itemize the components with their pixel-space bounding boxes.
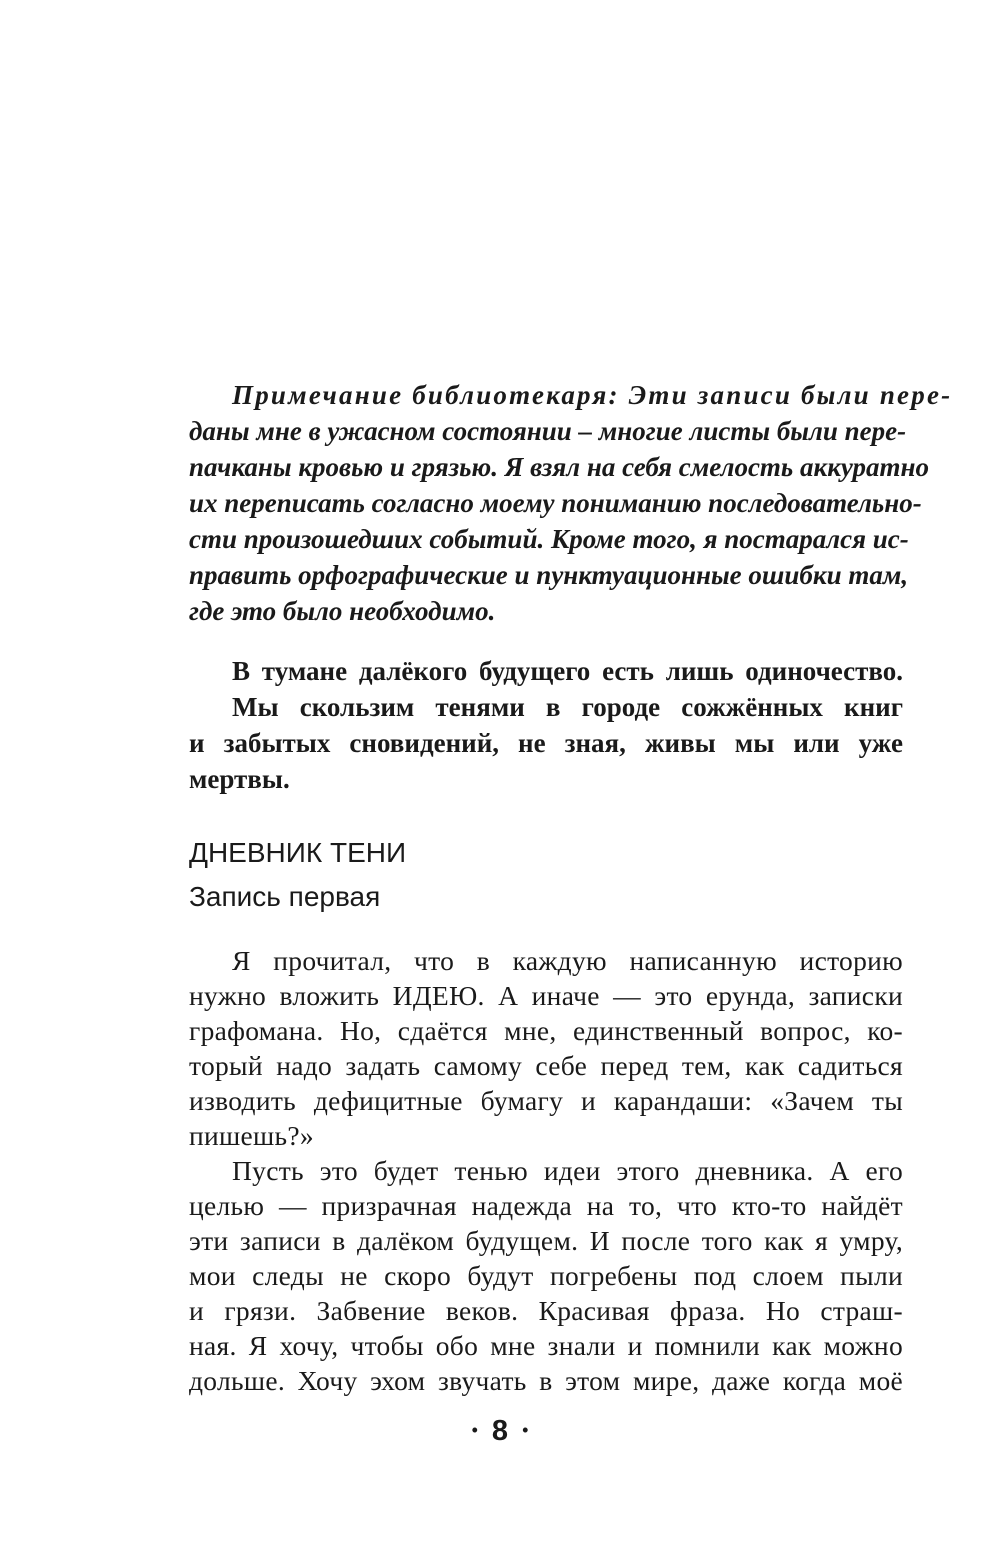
note-line: править орфографические и пунктуационные ошибки там,: [189, 560, 909, 590]
body-line: мои следы не скоро будут погребены под слоем пыли: [189, 1260, 903, 1291]
body-line: дольше. Хочу эхом звучать в этом мире, даже когда моё: [189, 1365, 903, 1396]
body-line: изводить дефицитные бумагу и карандаши: «Зачем ты: [189, 1085, 903, 1116]
epigraph-line: и забытых сновидений, не зная, живы мы или уже: [189, 728, 903, 758]
chapter-subtitle: Запись первая: [189, 881, 381, 912]
note-line: их переписать согласно моему пониманию последовательно-: [189, 488, 922, 518]
body-line: эти записи в далёком будущем. И после того как я умру,: [189, 1225, 903, 1256]
note-line: даны мне в ужасном состоянии – многие листы были пере-: [189, 416, 907, 446]
chapter-title: ДНЕВНИК ТЕНИ: [189, 837, 407, 868]
note-line: Примечание библиотекаря: Эти записи были пере-: [232, 380, 953, 410]
body-line: торый надо задать самому себе перед тем, как садиться: [189, 1050, 903, 1081]
page-number: [0, 1413, 1000, 1450]
note-line: сти произошедших событий. Кроме того, я постарался ис-: [189, 524, 909, 554]
epigraph-line: В тумане далёкого будущего есть лишь одиночество.: [232, 656, 903, 686]
body-line: нужно вложить ИДЕЮ. А иначе — это ерунда, записки: [189, 980, 903, 1011]
page-number-value: 8: [491, 1415, 509, 1447]
epigraph-line: Мы скользим тенями в городе сожжённых книг: [232, 692, 903, 722]
body-line: Я прочитал, что в каждую написанную историю: [232, 945, 903, 976]
body-line: и грязи. Забвение веков. Красивая фраза. Но страш-: [189, 1295, 903, 1326]
body-line: графомана. Но, сдаётся мне, единственный вопрос, ко-: [189, 1015, 903, 1046]
note-line: где это было необходимо.: [189, 596, 496, 626]
body-line: целью — призрачная надежда на то, что кто-то найдёт: [189, 1190, 903, 1221]
bullet-ornament-right: •: [522, 1420, 529, 1441]
epigraph-line: мертвы.: [189, 764, 290, 794]
bullet-ornament-left: •: [471, 1420, 478, 1441]
body-line: ная. Я хочу, чтобы обо мне знали и помнили как можно: [189, 1330, 903, 1361]
body-line: пишешь?»: [189, 1120, 314, 1151]
body-line: Пусть это будет тенью идеи этого дневника. А его: [232, 1155, 903, 1186]
note-line: пачканы кровью и грязью. Я взял на себя смелость аккуратно: [189, 452, 930, 482]
